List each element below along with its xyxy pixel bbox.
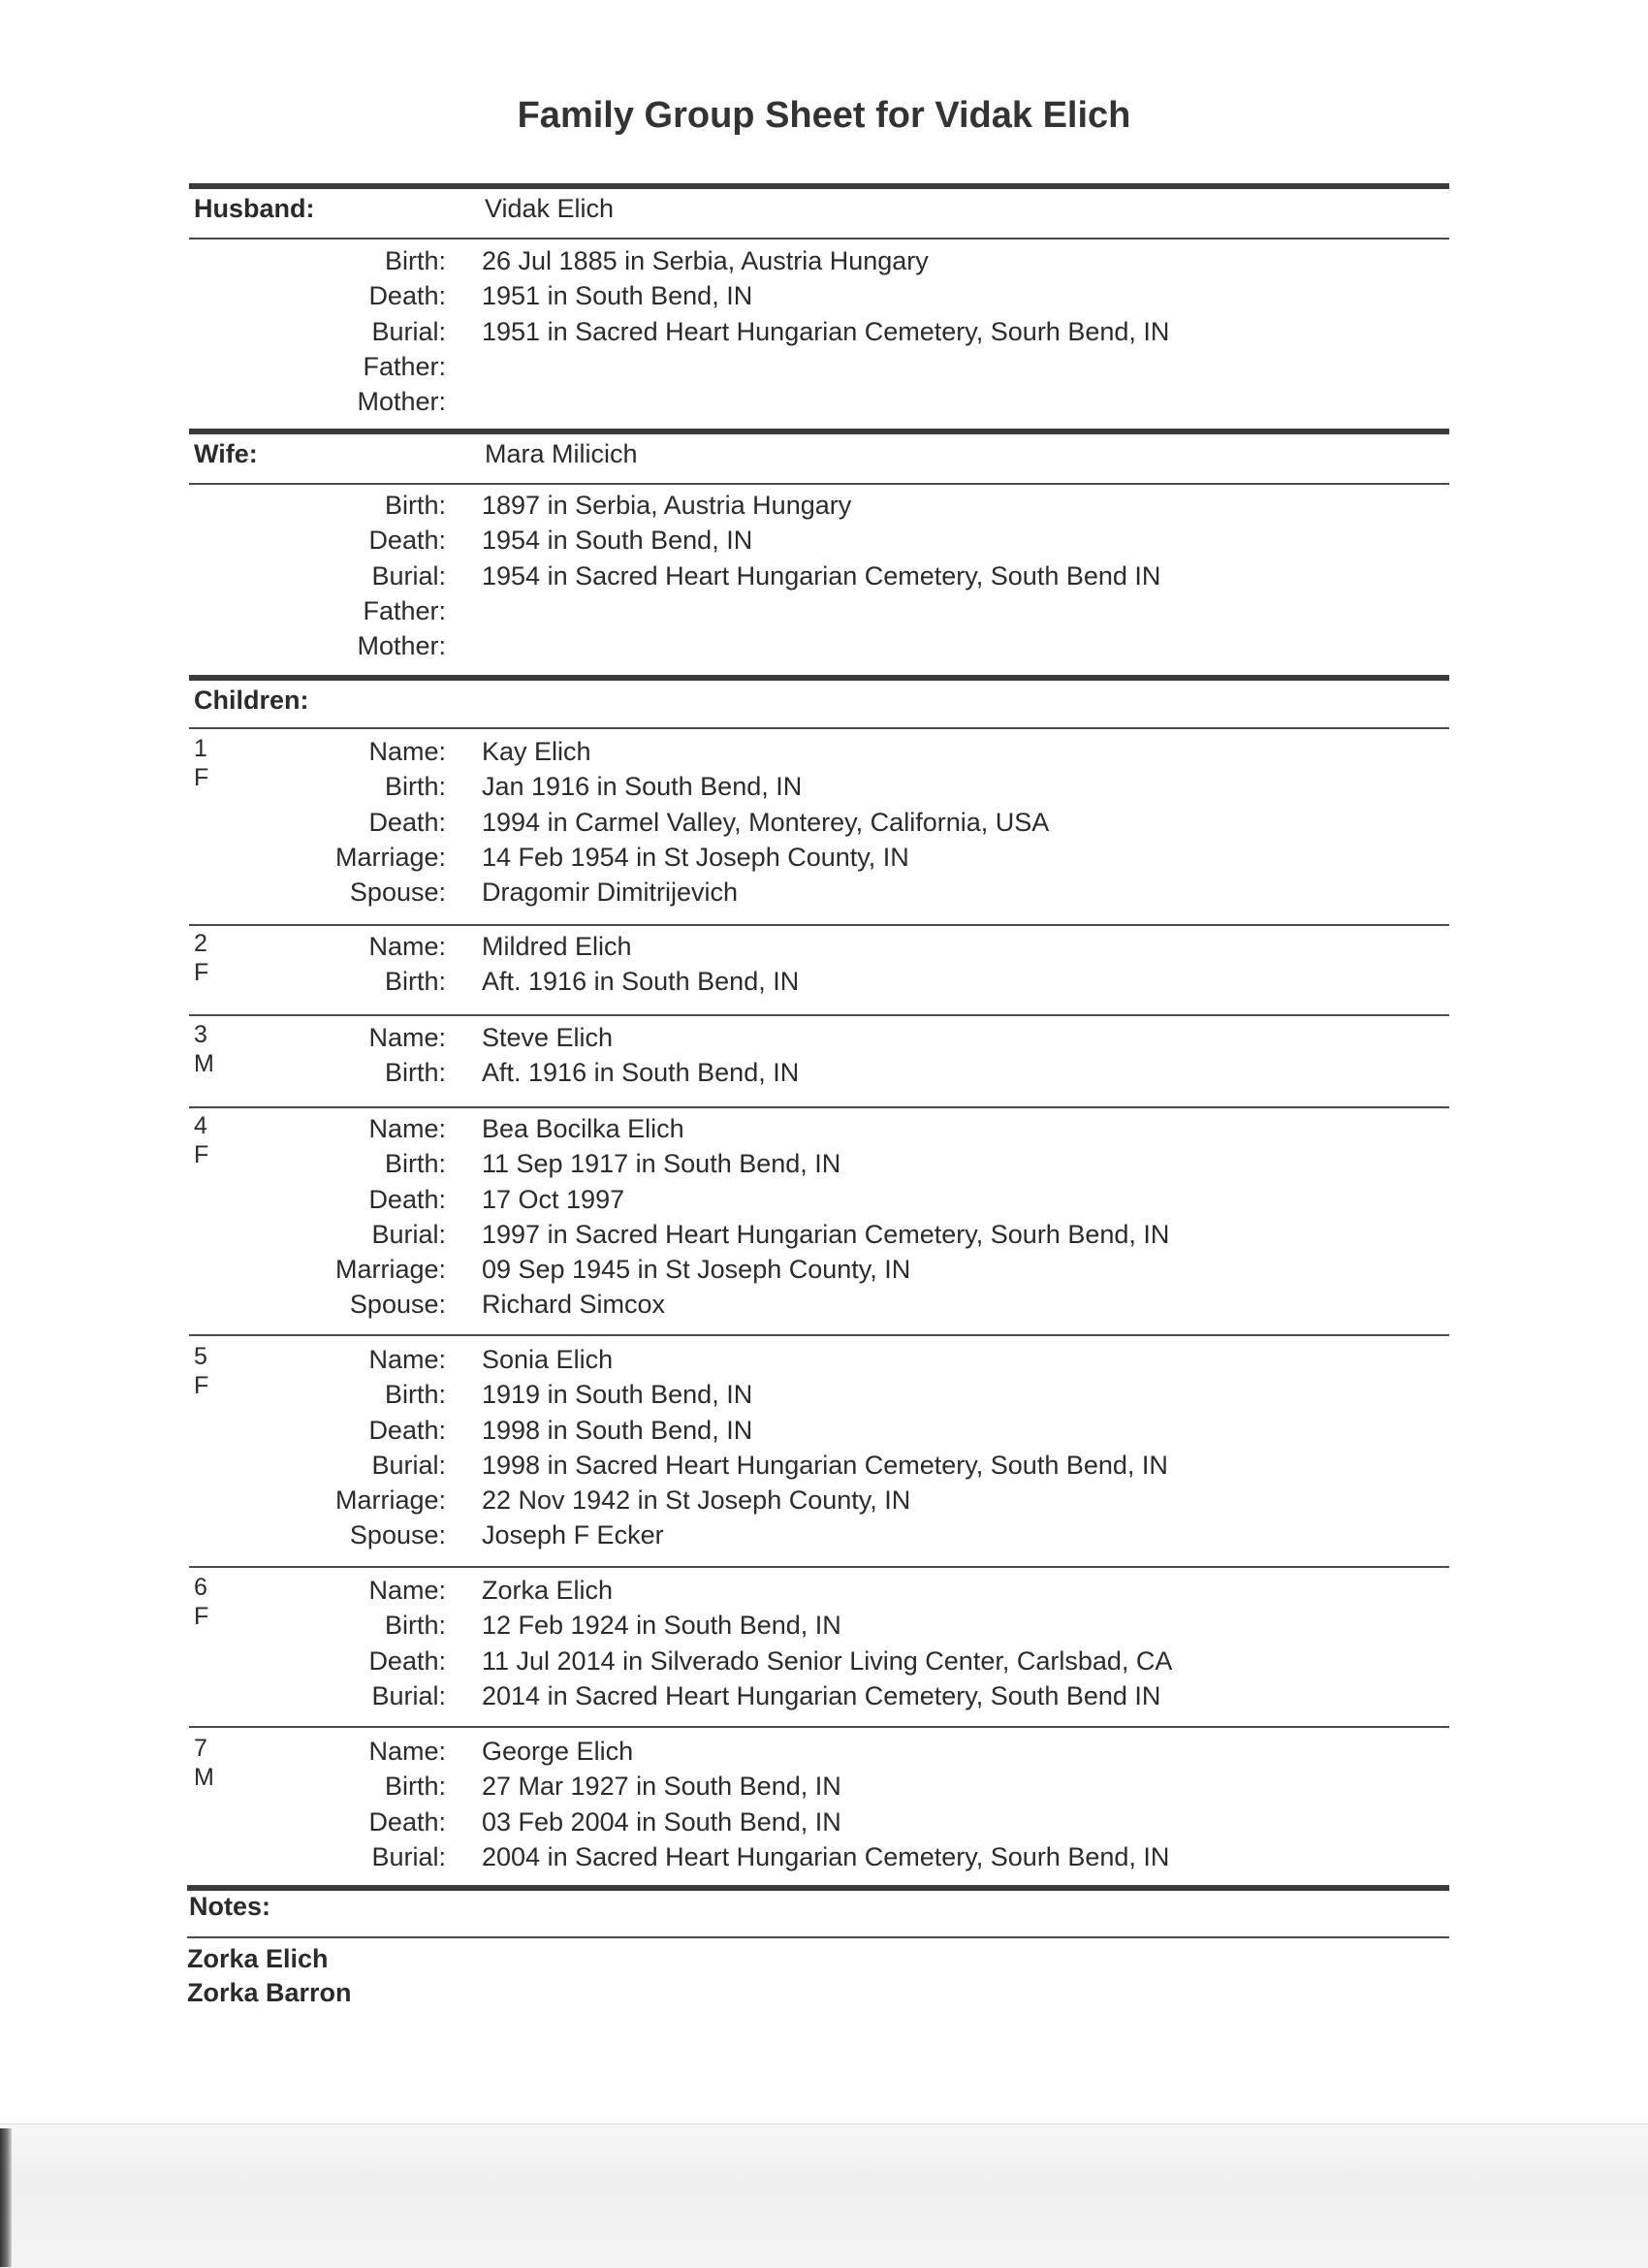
- section-divider: [189, 727, 1449, 729]
- fact-value: Joseph F Ecker: [482, 1520, 664, 1550]
- fact-label: Birth:: [384, 1380, 446, 1410]
- child-number: 5: [194, 1343, 207, 1370]
- section-divider: [189, 238, 1449, 240]
- fact-value: 1954 in Sacred Heart Hungarian Cemetery, South Bend IN: [482, 560, 1161, 591]
- fact-value: George Elich: [482, 1737, 634, 1766]
- child-divider: [189, 1726, 1449, 1728]
- fact-label: Burial:: [371, 1219, 446, 1249]
- notes-line: Zorka Barron: [187, 1978, 352, 2007]
- child-divider: [189, 1106, 1449, 1108]
- fact-label: Birth:: [384, 967, 446, 997]
- fact-label: Burial:: [371, 560, 446, 591]
- fact-label: Death:: [368, 1806, 446, 1837]
- wife-label: Wife:: [194, 439, 258, 468]
- fact-label: Birth:: [384, 491, 446, 520]
- fact-value: 1951 in Sacred Heart Hungarian Cemetery, Sourh Bend, IN: [482, 316, 1170, 346]
- fact-label: Marriage:: [334, 842, 446, 872]
- fact-value: Zorka Elich: [482, 1576, 614, 1605]
- fact-value: 12 Feb 1924 in South Bend, IN: [482, 1611, 841, 1641]
- fact-label: Name:: [368, 1737, 446, 1766]
- fact-value: Mildred Elich: [482, 932, 632, 961]
- fact-value: 11 Jul 2014 in Silverado Senior Living Center, Carlsbad, CA: [482, 1645, 1173, 1676]
- fact-label: Burial:: [371, 316, 446, 346]
- children-label: Children:: [194, 686, 309, 715]
- scan-shadow: [0, 2128, 12, 2267]
- fact-label: Name:: [368, 737, 446, 766]
- section-rule: [189, 183, 1449, 189]
- page-title: Family Group Sheet for Vidak Elich: [517, 95, 1131, 136]
- fact-value: 1954 in South Bend, IN: [482, 526, 753, 556]
- husband-label: Husband:: [194, 194, 315, 223]
- fact-value: Dragomir Dimitrijevich: [482, 878, 739, 908]
- fact-label: Birth:: [384, 1772, 446, 1802]
- fact-value: 1951 in South Bend, IN: [482, 281, 753, 311]
- child-sex: F: [194, 1141, 209, 1168]
- scan-edge: [0, 2124, 1648, 2268]
- fact-label: Birth:: [384, 1149, 446, 1179]
- fact-label: Death:: [368, 1184, 446, 1214]
- child-number: 1: [194, 735, 207, 762]
- section-rule: [187, 1885, 1449, 1891]
- fact-label: Death:: [368, 526, 446, 556]
- child-number: 6: [194, 1574, 207, 1601]
- fact-label: Name:: [368, 932, 446, 961]
- section-rule: [189, 675, 1449, 681]
- child-sex: F: [194, 1603, 209, 1630]
- child-sex: M: [194, 1764, 214, 1791]
- fact-label: Mother:: [357, 387, 446, 417]
- fact-value: 1997 in Sacred Heart Hungarian Cemetery, Sourh Bend, IN: [482, 1219, 1170, 1249]
- fact-label: Marriage:: [334, 1485, 446, 1516]
- fact-label: Burial:: [371, 1680, 446, 1710]
- fact-value: 1998 in Sacred Heart Hungarian Cemetery, South Bend, IN: [482, 1450, 1168, 1480]
- section-rule: [189, 429, 1449, 434]
- fact-value: 14 Feb 1954 in St Joseph County, IN: [482, 842, 909, 872]
- fact-label: Name:: [368, 1114, 446, 1143]
- fact-value: Kay Elich: [482, 737, 591, 766]
- section-divider: [187, 1936, 1449, 1938]
- child-sex: F: [194, 1372, 209, 1399]
- fact-label: Birth:: [384, 772, 446, 802]
- fact-value: Richard Simcox: [482, 1290, 666, 1320]
- fact-value: 2014 in Sacred Heart Hungarian Cemetery, South Bend IN: [482, 1680, 1161, 1710]
- child-divider: [189, 924, 1449, 926]
- fact-value: 2004 in Sacred Heart Hungarian Cemetery, Sourh Bend, IN: [482, 1841, 1170, 1871]
- fact-label: Father:: [363, 595, 446, 625]
- child-number: 4: [194, 1112, 207, 1139]
- fact-label: Death:: [368, 281, 446, 311]
- fact-label: Death:: [368, 807, 446, 837]
- fact-label: Death:: [368, 1645, 446, 1676]
- notes-line: Zorka Elich: [187, 1944, 329, 1973]
- fact-value: 26 Jul 1885 in Serbia, Austria Hungary: [482, 246, 929, 275]
- fact-value: Jan 1916 in South Bend, IN: [482, 772, 803, 802]
- fact-value: Bea Bocilka Elich: [482, 1114, 684, 1143]
- fact-label: Name:: [368, 1023, 446, 1052]
- wife-name: Mara Milicich: [485, 439, 638, 468]
- notes-label: Notes:: [189, 1892, 271, 1921]
- child-divider: [189, 1334, 1449, 1336]
- fact-label: Birth:: [384, 1611, 446, 1641]
- fact-value: 1919 in South Bend, IN: [482, 1380, 753, 1410]
- fact-label: Father:: [363, 351, 446, 381]
- fact-value: 09 Sep 1945 in St Joseph County, IN: [482, 1255, 911, 1285]
- fact-label: Birth:: [384, 1058, 446, 1088]
- fact-label: Name:: [368, 1345, 446, 1374]
- fact-label: Name:: [368, 1576, 446, 1605]
- child-number: 2: [194, 930, 207, 957]
- child-sex: M: [194, 1050, 214, 1077]
- fact-value: Sonia Elich: [482, 1345, 614, 1374]
- child-divider: [189, 1014, 1449, 1016]
- child-number: 7: [194, 1735, 207, 1762]
- fact-value: Steve Elich: [482, 1023, 614, 1052]
- fact-value: 11 Sep 1917 in South Bend, IN: [482, 1149, 841, 1179]
- fact-label: Spouse:: [349, 1520, 446, 1550]
- fact-label: Mother:: [357, 631, 446, 661]
- fact-label: Death:: [368, 1415, 446, 1445]
- fact-label: Birth:: [384, 246, 446, 275]
- fact-label: Burial:: [371, 1841, 446, 1871]
- child-sex: F: [194, 959, 209, 986]
- fact-value: 17 Oct 1997: [482, 1184, 625, 1214]
- child-divider: [189, 1566, 1449, 1568]
- fact-label: Spouse:: [349, 1290, 446, 1320]
- child-number: 3: [194, 1021, 207, 1048]
- fact-value: 03 Feb 2004 in South Bend, IN: [482, 1806, 841, 1837]
- husband-name: Vidak Elich: [485, 194, 615, 223]
- fact-value: 1897 in Serbia, Austria Hungary: [482, 491, 852, 520]
- child-sex: F: [194, 764, 209, 791]
- fact-label: Marriage:: [334, 1255, 446, 1285]
- fact-value: 1994 in Carmel Valley, Monterey, California, USA: [482, 807, 1050, 837]
- fact-value: 22 Nov 1942 in St Joseph County, IN: [482, 1485, 911, 1516]
- fact-value: 1998 in South Bend, IN: [482, 1415, 753, 1445]
- fact-label: Spouse:: [349, 878, 446, 908]
- fact-value: 27 Mar 1927 in South Bend, IN: [482, 1772, 841, 1802]
- fact-label: Burial:: [371, 1450, 446, 1480]
- fact-value: Aft. 1916 in South Bend, IN: [482, 1058, 800, 1088]
- section-divider: [189, 483, 1449, 485]
- fact-value: Aft. 1916 in South Bend, IN: [482, 967, 800, 997]
